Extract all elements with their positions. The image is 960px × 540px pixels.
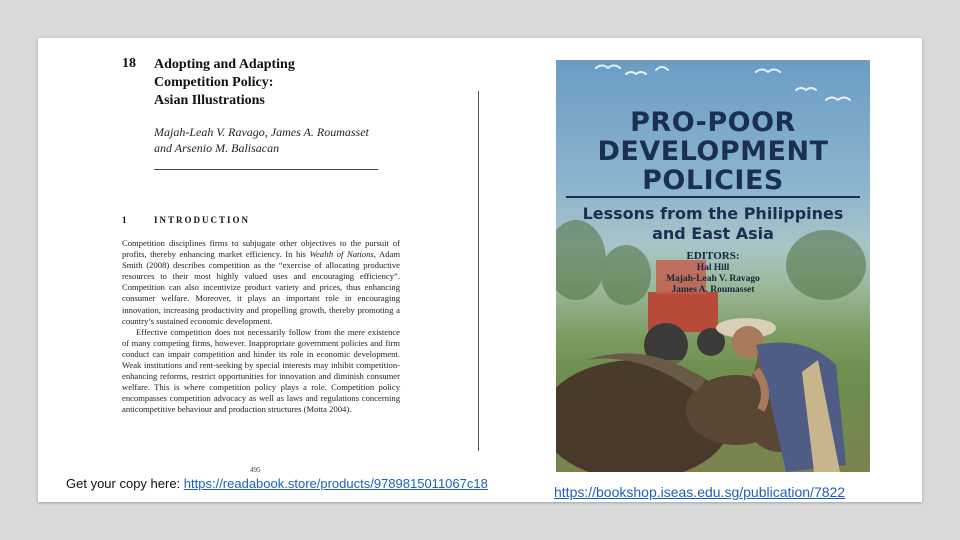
section-title: INTRODUCTION (154, 215, 251, 225)
page-number: 495 (250, 466, 261, 474)
book-cover (556, 60, 870, 472)
author-divider (154, 169, 378, 170)
paragraph-1-part-a: Competition disciplines firms to subjugate other objectives to the pursuit of profits, thereby enhancing market efficiency. In his (122, 238, 400, 260)
paragraph-1-part-b: , Adam Smith (2008) describes competition as the “exercise of allocating productive resources to their most highly valued uses and encouraging efficiency”. Competition can also incentivize product variety and prices, thus enhancing consumer welfare. Moreover, it plays an important role in encouraging innovation, increasing productivity and propelling growth, thereby promoting a country’s sustained economic development. (122, 249, 401, 326)
chapter-title: Adopting and Adapting Competition Policy: Asian Illustrations (154, 57, 295, 108)
cover-editors: Hal Hill Majah-Leah V. Ravago James A. Roumasset (666, 263, 760, 295)
cover-divider (566, 196, 860, 198)
copy-caption (66, 476, 488, 491)
body-text (122, 238, 400, 416)
bookshop-caption (554, 484, 845, 500)
paragraph-2: Effective competition does not necessarily follow from the mere existence of many competing firms, however. Inappropriate government policies and firm conduct can impair competition and hinder its role in economic development. Weak institutions and rent-seeking by special interests may inhibit competition-enhancing reforms, restrict opportunities for innovation and diminish consumer welfare. This is where competition policy plays a role. Competition policy encompasses competition advocacy as well as laws and regulations concerning anticompetitive behaviour and production structures (Motta 2004). (122, 326, 400, 415)
iseas-bookshop-link[interactable]: https://bookshop.iseas.edu.sg/publication/7822 (554, 484, 846, 500)
paragraph-1 (122, 238, 400, 327)
book-title-italic: Wealth of Nations (309, 249, 374, 260)
copy-caption-label: Get your copy here: (66, 476, 184, 491)
birds (596, 66, 850, 101)
slide (38, 38, 922, 502)
cover-editors-heading: EDITORS: (686, 250, 740, 262)
chapter-authors: Majah-Leah V. Ravago, James A. Roumasset and Arsenio M. Balisacan (154, 125, 369, 155)
cover-subtitle: Lessons from the Philippines and East Asia (582, 204, 844, 243)
column-divider (478, 91, 479, 451)
chapter-number: 18 (122, 56, 136, 71)
cover-title: PRO-POOR DEVELOPMENT POLICIES (597, 107, 829, 196)
section-number: 1 (122, 215, 128, 225)
readabook-link[interactable]: https://readabook.store/products/9789815011067c18 (183, 476, 488, 491)
